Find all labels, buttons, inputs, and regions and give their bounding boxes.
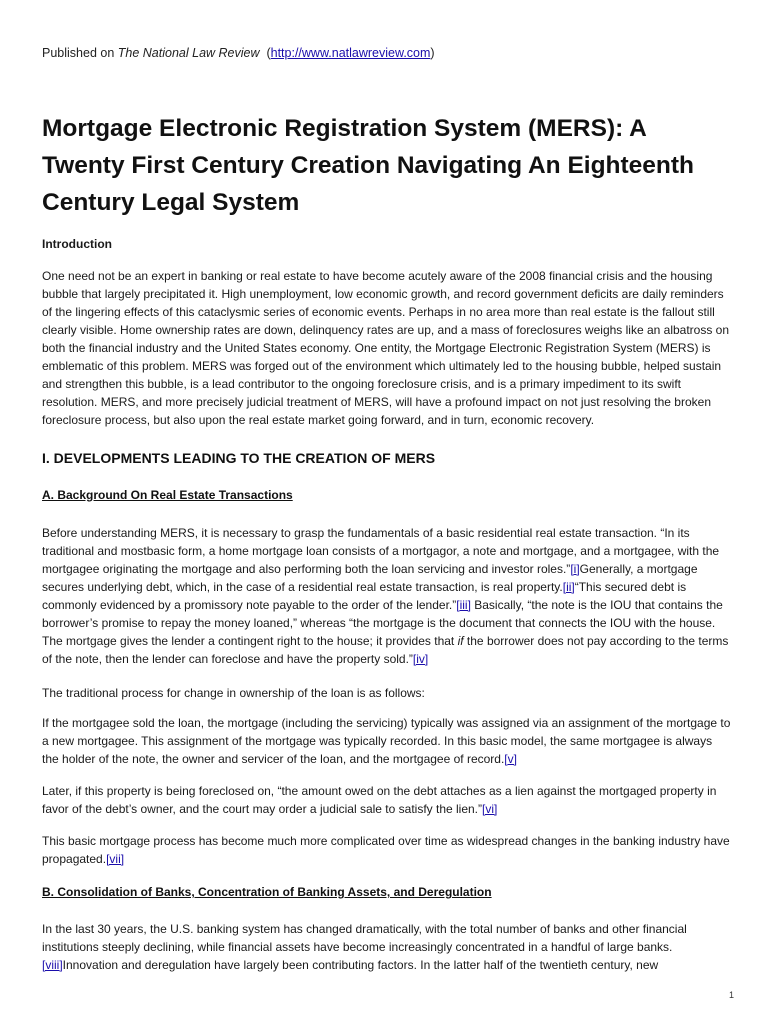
- subheading-consolidation: B. Consolidation of Banks, Concentration of Banking Assets, and Deregulation: [42, 885, 492, 899]
- footnote-link-viii[interactable]: [viii]: [42, 958, 63, 972]
- background-paragraph-2: The traditional process for change in ownership of the loan is as follows:: [42, 686, 425, 700]
- introduction-heading: Introduction: [42, 237, 112, 251]
- footnote-link-ii[interactable]: [ii]: [562, 580, 575, 594]
- subheading-background: A. Background On Real Estate Transactions: [42, 488, 293, 502]
- publication-url-link[interactable]: http://www.natlawreview.com: [270, 46, 431, 60]
- footnote-link-v[interactable]: [v]: [504, 752, 517, 766]
- published-prefix: Published on: [42, 46, 115, 60]
- footnote-link-i[interactable]: [i]: [570, 562, 580, 576]
- background-paragraph-3: If the mortgagee sold the loan, the mortgage (including the servicing) typically was assigned via an assignment of the mortgage to a new mortgagee. This assignment of the mortgage was typically recorded. In this basic model, the same mortgagee is always the holder of the note, the owner and servicer of the loan, and the mortgagee of record.[v]: [42, 716, 731, 766]
- background-paragraph-4: Later, if this property is being foreclosed on, “the amount owed on the debt attaches as a lien against the mortgaged property in favor of the debt’s owner, and the court may order a judicial sale to satisfy the lien.”[vi]: [42, 784, 717, 816]
- footnote-link-iii[interactable]: [iii]: [456, 598, 471, 612]
- consolidation-paragraph-1: In the last 30 years, the U.S. banking system has changed dramatically, with the total number of banks and other financial institutions steeply declining, while financial assets have become increasingly concentrated in a handful of large banks.[viii]Innovation and deregulation have largely been contributing factors. In the latter half of the twentieth century, new: [42, 922, 687, 972]
- footnote-link-iv[interactable]: [iv]: [412, 652, 429, 666]
- article-title: Mortgage Electronic Registration System (MERS): A Twenty First Century Creation Navigating An Eighteenth Century Legal System: [42, 115, 695, 216]
- background-paragraph-1: Before understanding MERS, it is necessary to grasp the fundamentals of a basic residential real estate transaction. “In its traditional and mostbasic form, a home mortgage loan consists of a mortgagor, a note and mortgage, and a mortgagee, with the mortgagee originating the mortgage and also performing both the loan servicing and investor roles.”[i]Generally, a mortgage secures underlying debt, which, in the case of a residential real estate transaction, is real property.[ii]“This secured debt is commonly evidenced by a promissory note payable to the order of the lender.”[iii] Basically, “the note is the IOU that contains the borrower’s promise to repay the money loaned,” whereas “the mortgage is the document that connects the IOU with the house. The mortgage gives the lender a contingent right to the house; it provides that if the borrower does not pay according to the terms of the note, then the lender can foreclose and have the property sold.”[iv]: [42, 526, 729, 666]
- section-heading-developments: I. DEVELOPMENTS LEADING TO THE CREATION OF MERS: [42, 450, 436, 466]
- introduction-paragraph: One need not be an expert in banking or real estate to have become acutely aware of the 2008 financial crisis and the housing bubble that largely precipitated it. High unemployment, low economic growth, and record government deficits are daily reminders of the lingering effects of this cataclysmic series of economic events. Perhaps in no area more than real estate is the fallout still clearly visible. Home ownership rates are down, delinquency rates are up, and a mass of foreclosures weighs like an albatross on both the financial industry and the United States economy. One entity, the Mortgage Electronic Registration System (MERS) is emblematic of this problem. MERS was forged out of the environment which ultimately led to the housing bubble, helped sustain and strengthen this bubble, is a lead contributor to the ongoing foreclosure crisis, and is a primary impediment to its swift resolution. MERS, and more precisely judicial treatment of MERS, will have a profound impact on not just resolving the broken foreclosure process, but also upon the real estate market going forward, and in turn, economic recovery.: [42, 269, 730, 427]
- footnote-link-vii[interactable]: [vii]: [106, 852, 125, 866]
- published-line: Published on The National Law Review (http://www.natlawreview.com): [42, 46, 435, 60]
- footnote-link-vi[interactable]: [vi]: [482, 802, 498, 816]
- publication-name: The National Law Review: [117, 46, 260, 60]
- page-number: 1: [728, 990, 734, 1000]
- background-paragraph-5: This basic mortgage process has become much more complicated over time as widespread changes in the banking industry have propagated.[vii]: [42, 834, 730, 866]
